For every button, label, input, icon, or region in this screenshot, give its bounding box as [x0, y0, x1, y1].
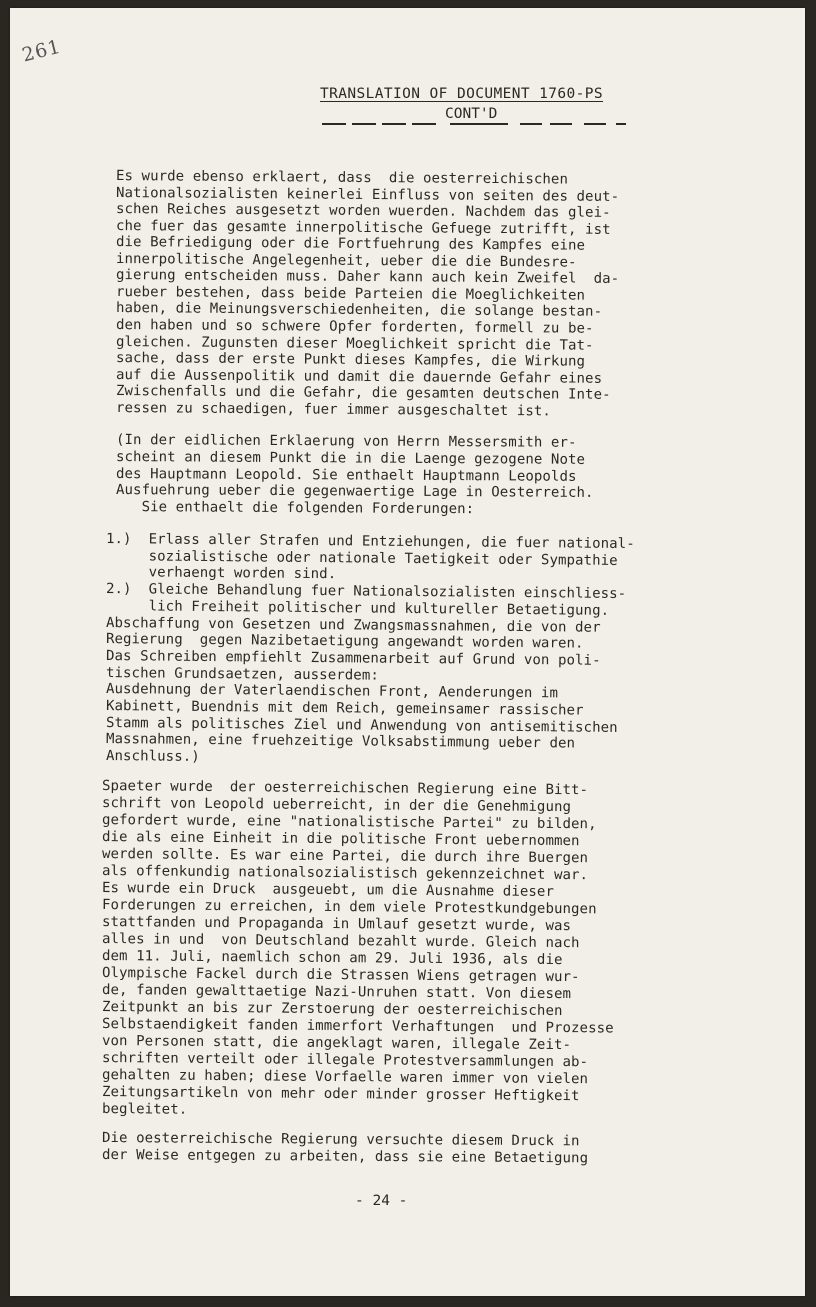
text-line: Kabinett, Buendnis mit dem Reich, gemeinsamer rassischer [105, 698, 584, 719]
document-subtitle-row [322, 106, 628, 154]
text-line: Es wurde ebenso erklaert, dass die oesterreichischen [115, 168, 569, 188]
text-line: tischen Grundsaetzen, ausserdem: [105, 664, 379, 684]
subtitle-underline-dash [584, 123, 606, 125]
text-line: begleitet. [101, 1101, 188, 1118]
text-line: Die oesterreichische Regierung versuchte diesem Druck in [101, 1130, 580, 1150]
text-line: auf die Aussenpolitik und damit die dauernde Gefahr eines [115, 366, 603, 387]
text-line: che fuer das gesamte innerpolitische Gefuege zutrifft, ist [115, 217, 611, 238]
text-line: der Weise entgegen zu arbeiten, dass sie eine Betaetigung [101, 1147, 589, 1167]
text-line: als offenkundig nationalsozialistisch gekennzeichnet war. [101, 863, 589, 884]
text-line: Selbstaendigkeit fanden immerfort Verhaftungen und Prozesse [101, 1016, 614, 1037]
text-line: ressen zu schaedigen, fuer immer ausgeschaltet ist. [115, 399, 552, 420]
text-line: (In der eidlichen Erklaerung von Herrn Messersmith er- [115, 432, 577, 451]
text-line: schriften verteilt oder illegale Protestversammlungen ab- [101, 1050, 589, 1071]
subtitle-underline-dash [550, 123, 572, 125]
text-line: Ausfuehrung ueber die gegenwaertige Lage in Oesterreich. [115, 482, 594, 502]
subtitle-underline-dash [450, 123, 508, 125]
text-line: dem 11. Juli, naemlich schon am 29. Juli 1936, als die [101, 948, 563, 969]
subtitle-underline-dash [352, 123, 376, 125]
text-line: 1.) Erlass aller Strafen und Entziehungen, die fuer national- [105, 531, 635, 553]
text-line: Olympische Fackel durch die Strassen Wiens getragen wur- [101, 965, 580, 986]
text-line: Regierung gegen Nazibetaetigung angewandt worden waren. [105, 631, 584, 652]
text-line: gierung entscheiden muss. Daher kann auch kein Zweifel da- [115, 267, 620, 288]
text-line: Massnahmen, eine fruehzeitige Volksabstimmung ueber den [105, 731, 576, 752]
subtitle-underline-dash [520, 123, 542, 125]
text-line: scheint an diesem Punkt die in die Laenge gezogene Note [115, 448, 586, 468]
text-line: Sie enthaelt die folgenden Forderungen: [115, 499, 475, 518]
text-line: Zwischenfalls und die Gefahr, die gesamten deutschen Inte- [115, 383, 611, 404]
text-line: den haben und so schwere Opfer forderten, formell zu be- [115, 316, 594, 337]
text-line: Spaeter wurde der oesterreichischen Regierung eine Bitt- [101, 778, 589, 799]
text-line: Abschaffung von Gesetzen und Zwangsmassnahmen, die von der [105, 614, 601, 636]
text-line: die Befriedigung oder die Fortfuehrung des Kampfes eine [115, 234, 586, 254]
subtitle-underline-dash [382, 123, 406, 125]
text-line: lich Freiheit politischer und kultureller Betaetigung. [105, 597, 610, 619]
text-line: stattfanden und Propaganda in Umlauf gesetzt wurde, was [101, 914, 572, 935]
text-line: Forderungen zu erreichen, in dem viele Protestkundgebungen [101, 897, 597, 918]
text-line: Stamm als politisches Ziel und Anwendung von antisemitischen [105, 714, 618, 736]
text-line: Ausdehnung der Vaterlaendischen Front, Aenderungen im [105, 681, 559, 702]
text-line: die als eine Einheit in die politische Front uebernommen [101, 829, 580, 850]
text-line: verhaengt worden sind. [105, 564, 337, 583]
text-line: de, fanden gewalttaetige Nazi-Unruhen statt. Von diesem [101, 982, 572, 1003]
text-line: schen Reiches ausgesetzt worden wuerden. Nachdem das glei- [115, 201, 611, 221]
text-line: Zeitungsartikeln von mehr oder minder grosser Heftigkeit [101, 1084, 580, 1105]
text-line: Das Schreiben empfiehlt Zusammenarbeit auf Grund von poli- [105, 647, 601, 669]
text-line: des Hauptmann Leopold. Sie enthaelt Hauptmann Leopolds [115, 465, 577, 485]
text-line: innerpolitische Angelegenheit, ueber die die Bundesre- [115, 250, 577, 271]
document-title: TRANSLATION OF DOCUMENT 1760-PS [320, 86, 604, 102]
page-number: - 24 - [355, 1193, 408, 1209]
text-line: sache, dass der erste Punkt dieses Kampfes, die Wirkung [115, 350, 586, 370]
text-line: sozialistische oder nationale Taetigkeit oder Sympathie [105, 547, 618, 569]
text-line: gleichen. Zugunsten dieser Moeglichkeit spricht die Tat- [115, 333, 594, 354]
text-line: gefordert wurde, eine "nationalistische Partei" zu bilden, [101, 812, 597, 833]
subtitle-underline-dash [412, 123, 436, 125]
document-page [10, 8, 805, 1296]
text-line: werden sollte. Es war eine Partei, die durch ihre Buergen [101, 846, 589, 867]
text-line: Zeitpunkt an bis zur Zerstoerung der oesterreichischen [101, 999, 563, 1020]
text-line: alles in und von Deutschland bezahlt wurde. Gleich nach [101, 931, 580, 952]
text-line: Anschluss.) [105, 748, 200, 765]
text-line: haben, die Meinungsverschiedenheiten, die solange bestan- [115, 300, 603, 321]
text-line: Es wurde ein Druck ausgeuebt, um die Ausnahme dieser [101, 880, 555, 900]
text-line: rueber bestehen, dass beide Parteien die Moeglichkeiten [115, 283, 586, 304]
text-line: Nationalsozialisten keinerlei Einfluss von seiten des deut- [115, 184, 620, 205]
pencil-page-mark: 261 [19, 35, 64, 67]
text-line: 2.) Gleiche Behandlung fuer Nationalsozialisten einschliess- [105, 581, 627, 603]
subtitle-underline-dash [322, 123, 346, 125]
text-line: von Personen statt, die angeklagt waren, illegale Zeit- [101, 1033, 572, 1054]
text-line: schrift von Leopold ueberreicht, in der die Genehmigung [101, 795, 572, 816]
text-line: gehalten zu haben; diese Vorfaelle waren immer von vielen [101, 1067, 589, 1088]
subtitle-underline-dash [616, 123, 626, 125]
document-subtitle: CONT'D [445, 106, 498, 122]
